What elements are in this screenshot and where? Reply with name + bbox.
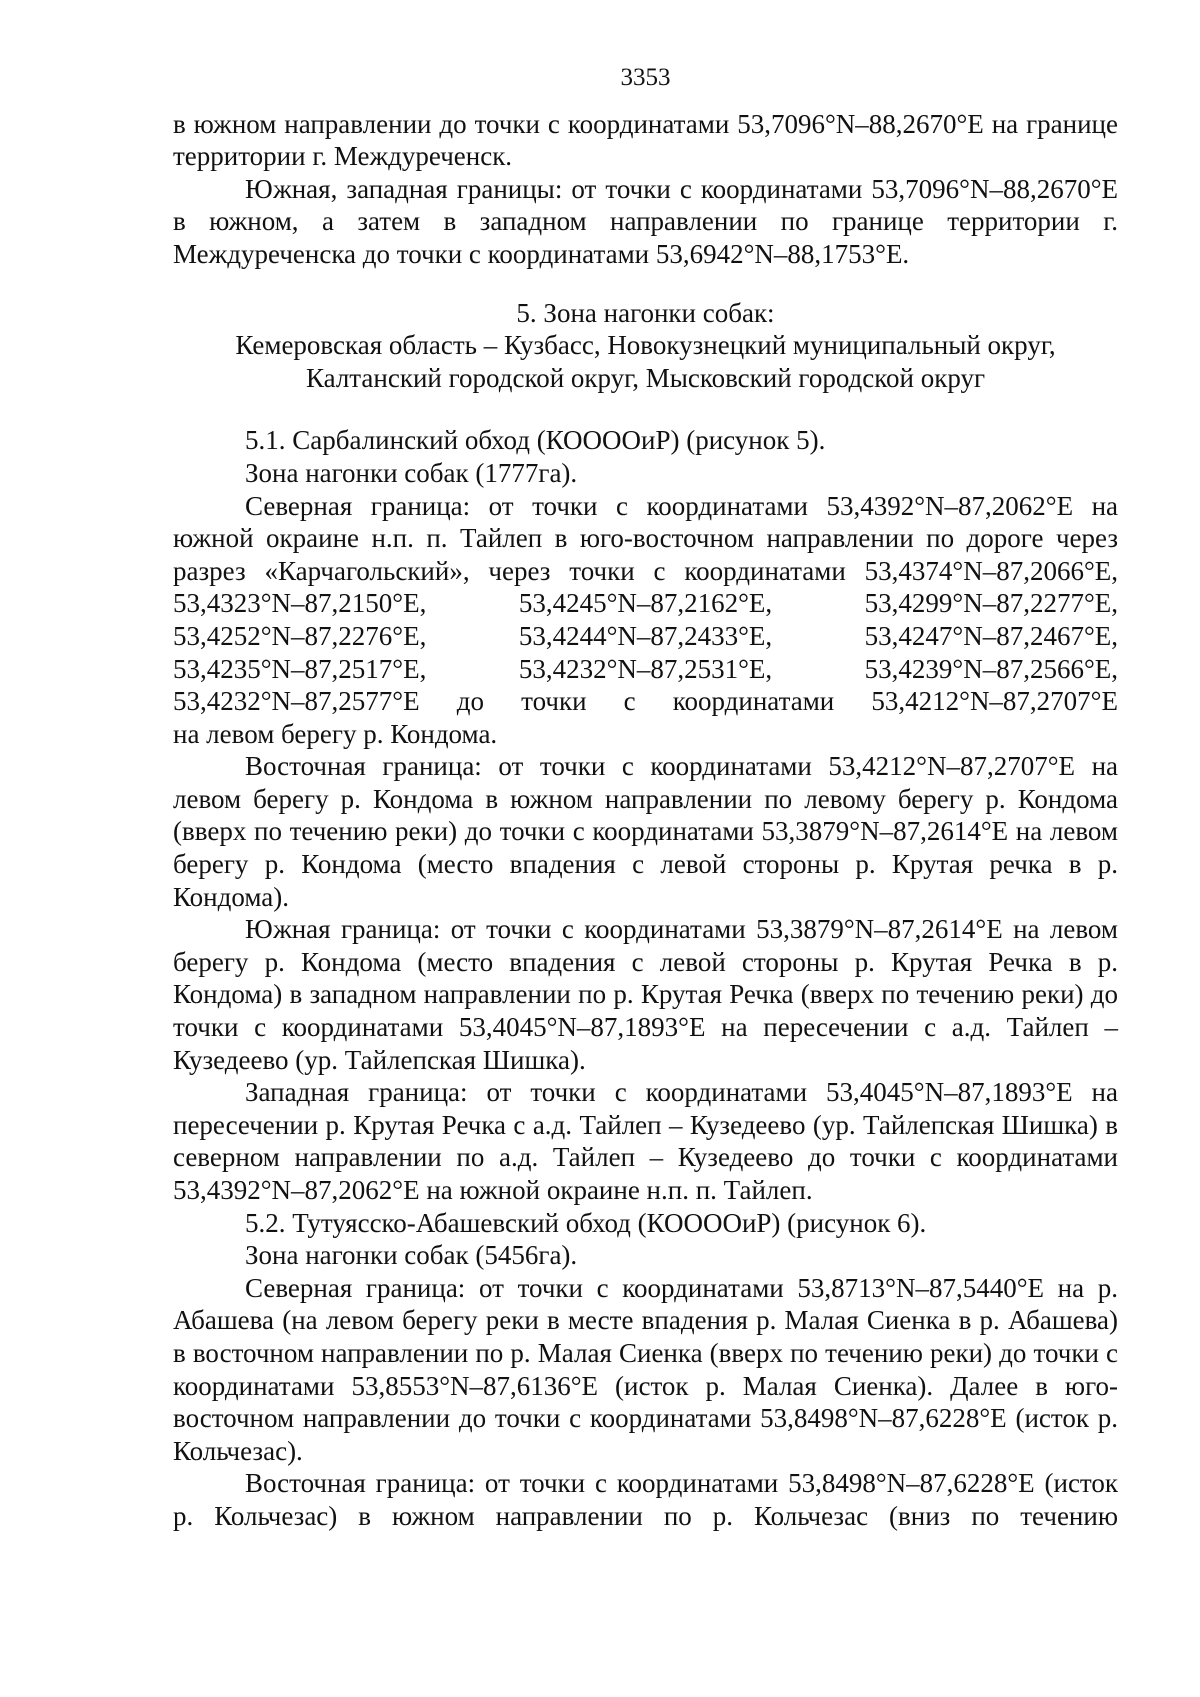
tail-word: с [623, 686, 636, 717]
north-border-tail-line [173, 685, 1118, 718]
coordinate-cell: 53,4239°N–87,2566°E, [864, 653, 1118, 684]
coordinate-table [173, 620, 1118, 685]
section-5-2-north-border: Северная граница: от точки с координатами 53,8713°N–87,5440°E на р. Абашева (на левом берегу реки в месте впадения р. Малая Сиенка в р. Абашева) в восточном направлении по р. Малая Сиенка (вверх по течению реки) до точки с координатами 53,8553°N–87,6136°E (исток р. Малая Сиенка). Далее в юго-восточном направлении до точки с координатами 53,8498°N–87,6228°E (исток р. Кольчезас). [173, 1272, 1118, 1466]
tail-word: до [456, 686, 484, 717]
section-5-1-west-border: Западная граница: от точки с координатами 53,4045°N–87,1893°E на пересечении р. Крутая Речка с а.д. Тайлеп – Кузедеево (ур. Тайлепская Шишка) в северном направлении по а.д. Тайлеп – Кузедеево до точки с координатами 53,4392°N–87,2062°E на южной окраине н.п. п. Тайлеп. [173, 1077, 1118, 1205]
paragraph-south-direction: в южном направлении до точки с координатами 53,7096°N–88,2670°E на границе территории г. Междуреченск. [173, 108, 1118, 172]
section-5-2-east-border: Восточная граница: от точки с координатами 53,8498°N–87,6228°E (исток р. Кольчезас) в южном направлении по р. Кольчезас (вниз по течению [173, 1468, 1118, 1531]
tail-word: точки [521, 686, 587, 717]
section-5-1-south-border: Южная граница: от точки с координатами 53,3879°N–87,2614°E на левом берегу р. Кондома (место впадения с левой стороны р. Крутая Речка в р. Кондома) в западном направлении по р. Крутая Речка (вверх по течению реки) до точки с координатами 53,4045°N–87,1893°E на пересечении с а.д. Тайлеп – Кузедеево (ур. Тайлепская Шишка). [173, 914, 1118, 1075]
zone-heading [173, 297, 1118, 395]
tail-word: координатами [672, 686, 835, 717]
tail-word: 53,4232°N–87,2577°E [173, 686, 420, 717]
zone-heading-region: Кемеровская область – Кузбасс, Новокузнецкий муниципальный округ, [235, 330, 1056, 361]
document-page [173, 62, 1118, 1533]
section-5-2-title: 5.2. Тутуясско-Абашевский обход (КООООиР) (рисунок 6). [245, 1207, 927, 1238]
section-5-1-east-border: Восточная граница: от точки с координатами 53,4212°N–87,2707°E на левом берегу р. Кондома в южном направлении по левому берегу р. Кондома (вверх по течению реки) до точки с координатами 53,3879°N–87,2614°E на левом берегу р. Кондома (место впадения с левой стороны р. Крутая речка в р. Кондома). [173, 751, 1118, 912]
coordinate-cell: 53,4244°N–87,2433°E, [518, 620, 773, 651]
coordinate-row [173, 653, 1118, 686]
zone-heading-districts: Калтанский городской округ, Мысковский городской округ [305, 362, 986, 393]
section-5-2-zone: Зона нагонки собак (5456га). [245, 1240, 578, 1271]
tail-word: 53,4212°N–87,2707°E [871, 686, 1118, 717]
coordinate-cell: 53,4235°N–87,2517°E, [173, 653, 427, 684]
coordinate-cell: 53,4232°N–87,2531°E, [518, 653, 773, 684]
section-5-1-north-intro: Северная граница: от точки с координатами 53,4392°N–87,2062°E на южной окраине н.п. п. Тайлеп в юго-восточном направлении по дороге через разрез «Карчагольский», через точки с координатами 53,4374°N–87,2066°E, 53,4323°N–87,2150°E, 53,4245°N–87,2162°E, 53,4299°N–87,2277°E, [173, 490, 1118, 619]
coordinate-cell: 53,4247°N–87,2467°E, [864, 620, 1118, 651]
section-5-1-north-end: на левом берегу р. Кондома. [173, 718, 498, 749]
page-number: 3353 [620, 64, 671, 91]
coordinate-cell: 53,4252°N–87,2276°E, [173, 620, 427, 651]
paragraph-south-west-borders: Южная, западная границы: от точки с координатами 53,7096°N–88,2670°E в южном, а затем в западном направлении по границе территории г. Междуреченска до точки с координатами 53,6942°N–88,1753°E. [173, 173, 1118, 269]
section-5-1-title: 5.1. Сарбалинский обход (КООООиР) (рисунок 5). [245, 425, 826, 456]
coordinate-row [173, 620, 1118, 653]
section-5-1-zone: Зона нагонки собак (1777га). [245, 457, 578, 488]
zone-heading-title: 5. Зона нагонки собак: [516, 297, 775, 328]
